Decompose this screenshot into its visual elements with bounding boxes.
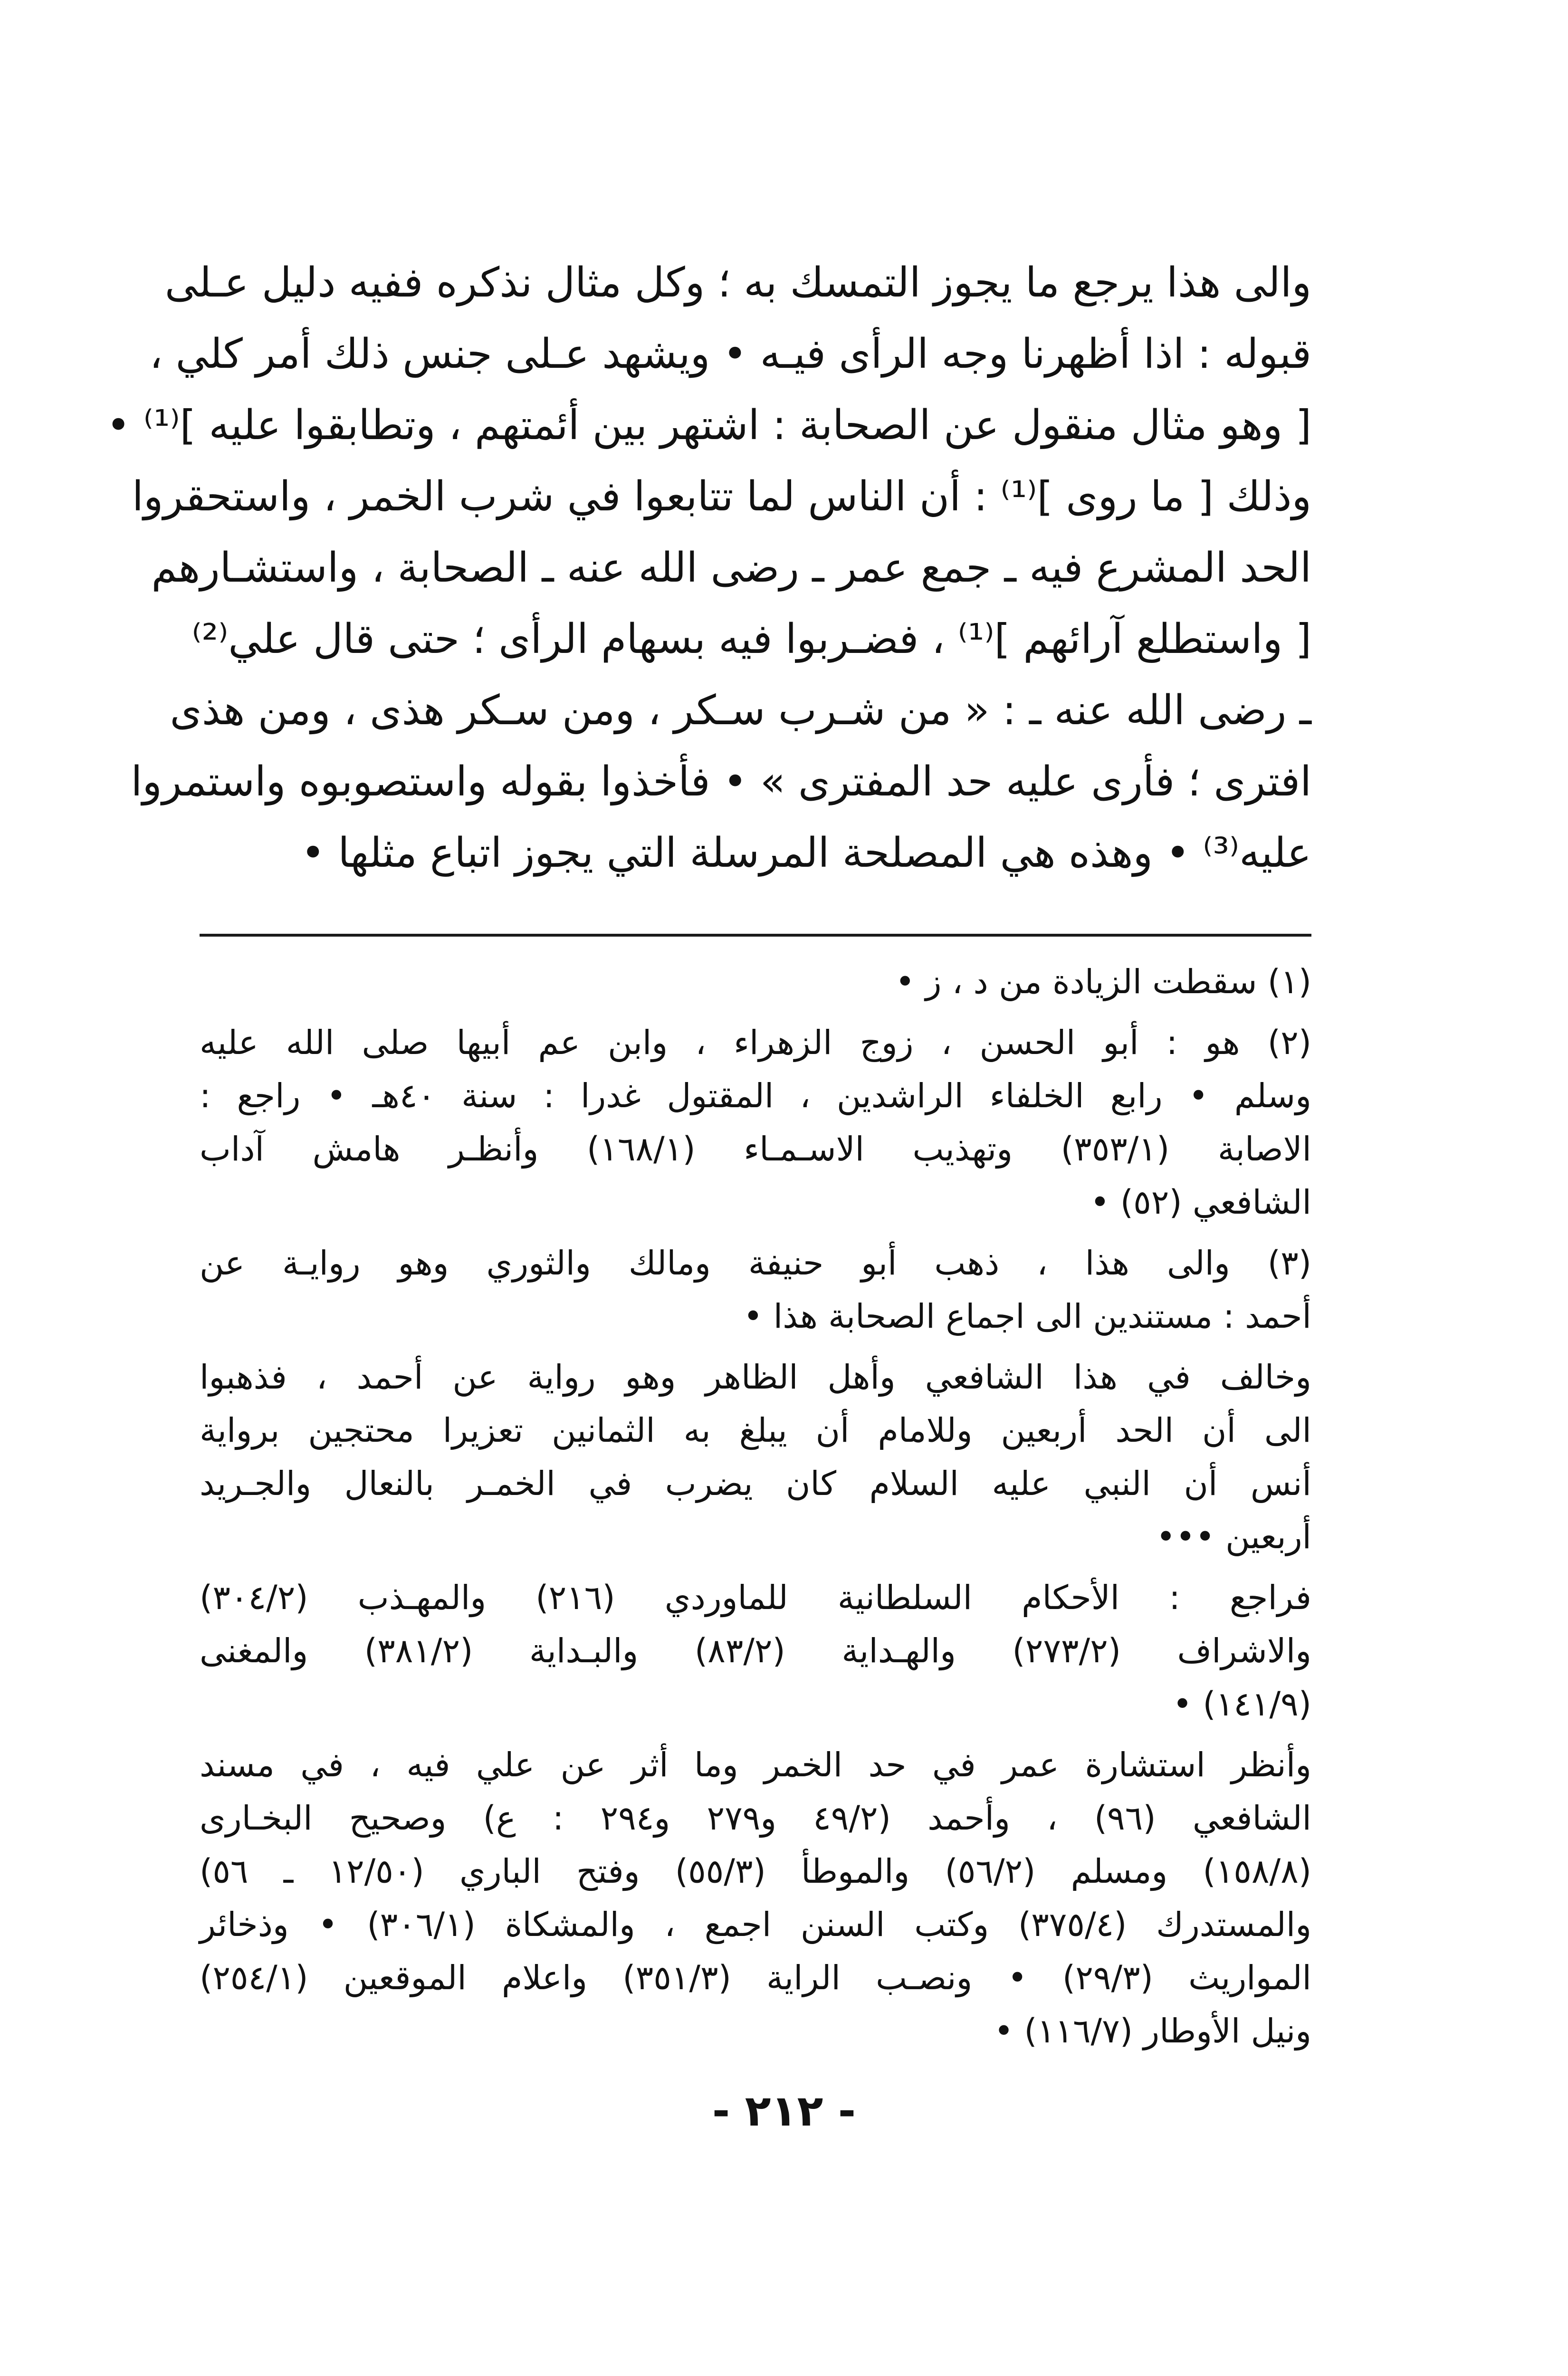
footnotes-section xyxy=(200,955,1311,2065)
footnote-references xyxy=(200,1571,1311,1731)
footnote-line: الشافعي (٩٦) ، وأحمد (٤٩/٢ و٢٧٩ و٢٩٤ : ع) وصحيح البخـارى xyxy=(200,1799,1311,1838)
footnote-line: والمستدرك (٣٧٥/٤) وكتب السنن اجمع ، والمشكاة (٣٠٦/١) • وذخائر xyxy=(200,1905,1312,1944)
footnote-line: أحمد : مستندين الى اجماع الصحابة هذا • xyxy=(743,1297,1311,1336)
footnote-line: فراجع : الأحكام السلطانية للماوردي (٢١٦) والمهـذب (٣٠٤/٢) xyxy=(200,1578,1311,1617)
footnote-3-continuation xyxy=(200,1351,1311,1563)
footnote-line: ونيل الأوطار (١١٦/٧) • xyxy=(994,2012,1311,2050)
main-text-line: ـ رضى الله عنه ـ : « من شـرب سـكر ، ومن سـكر هذى ، ومن هذى xyxy=(170,687,1311,734)
footnote-separator-rule xyxy=(200,934,1311,937)
main-text-line: قبوله : اذا أظهرنا وجه الرأى فيـه • ويشهد عـلى جنس ذلك أمر كلي ، xyxy=(149,330,1311,378)
footnote-line: وأنظر استشارة عمر في حد الخمر وما أثر عن علي فيه ، في مسند xyxy=(200,1745,1311,1784)
main-text-line: والى هذا يرجع ما يجوز التمسك به ؛ وكل مثال نذكره ففيه دليل عـلى xyxy=(164,259,1311,307)
main-text-line: عليه⁽³⁾ • وهذه هي المصلحة المرسلة التي يجوز اتباع مثلها • xyxy=(301,829,1311,877)
footnote-line: أربعين ••• xyxy=(1156,1517,1311,1556)
main-text-line: [ وهو مثال منقول عن الصحابة : اشتهر بين أئمتهم ، وتطابقوا عليه ]⁽¹⁾ • xyxy=(106,402,1311,449)
footnote-line: وسلم • رابع الخلفاء الراشدين ، المقتول غدرا : سنة ٤٠هـ • راجع : xyxy=(200,1076,1311,1115)
main-text-line: [ واستطلع آرائهم ]⁽¹⁾ ، فضـربوا فيه بسهام الرأى ؛ حتى قال علي⁽²⁾ xyxy=(191,615,1311,663)
main-text-line: الحد المشرع فيه ـ جمع عمر ـ رضى الله عنه ـ الصحابة ، واستشـارهم xyxy=(151,544,1311,592)
footnote-line: أنس أن النبي عليه السلام كان يضرب في الخمـر بالنعال والجـريد xyxy=(200,1464,1311,1503)
footnote-line: (١٤١/٩) • xyxy=(1172,1685,1311,1724)
footnote-line: والاشراف (٢٧٣/٢) والهـداية (٨٣/٢) والبـداية (٣٨١/٢) والمغنى xyxy=(200,1631,1311,1670)
footnote-line: المواريث (٢٩/٣) • ونصـب الراية (٣٥١/٣) واعلام الموقعين (٢٥٤/١) xyxy=(200,1958,1311,1997)
footnote-line: الاصابة (٣٥٣/١) وتهذيب الاسـمـاء (١٦٨/١) وأنظـر هامش آداب xyxy=(200,1130,1312,1169)
footnote-line: (١٥٨/٨) ومسلم (٥٦/٢) والموطأ (٥٥/٣) وفتح الباري (١٢/٥٠ ـ ٥٦) xyxy=(200,1852,1311,1891)
footnote-line: الشافعي (٥٢) • xyxy=(1090,1183,1311,1222)
footnote-3 xyxy=(200,1236,1311,1343)
main-text-line: وذلك [ ما روى ]⁽¹⁾ : أن الناس لما تتابعوا في شرب الخمر ، واستحقروا xyxy=(132,473,1311,520)
footnote-line: (٢) هو : أبو الحسن ، زوج الزهراء ، وابن عم أبيها صلى الله عليه xyxy=(200,1023,1311,1062)
main-text-line: افترى ؛ فأرى عليه حد المفترى » • فأخذوا بقوله واستصوبوه واستمروا xyxy=(131,758,1311,805)
footnote-2 xyxy=(200,1016,1311,1229)
page-number: - ٢١٢ - xyxy=(712,2086,856,2136)
footnote-line: (٣) والى هذا ، ذهب أبو حنيفة ومالك والثوري وهو روايـة عن xyxy=(200,1244,1311,1283)
footnote-line: وخالف في هذا الشافعي وأهل الظاهر وهو رواية عن أحمد ، فذهبوا xyxy=(200,1358,1311,1397)
main-text-block xyxy=(106,247,1311,889)
footnote-line: الى أن الحد أربعين وللامام أن يبلغ به الثمانين تعزيرا محتجين برواية xyxy=(200,1411,1311,1450)
footnote-line: (١) سقطت الزيادة من د ، ز • xyxy=(895,962,1311,1001)
footnote-further-references xyxy=(200,1738,1311,2058)
footnote-1 xyxy=(200,955,1311,1008)
